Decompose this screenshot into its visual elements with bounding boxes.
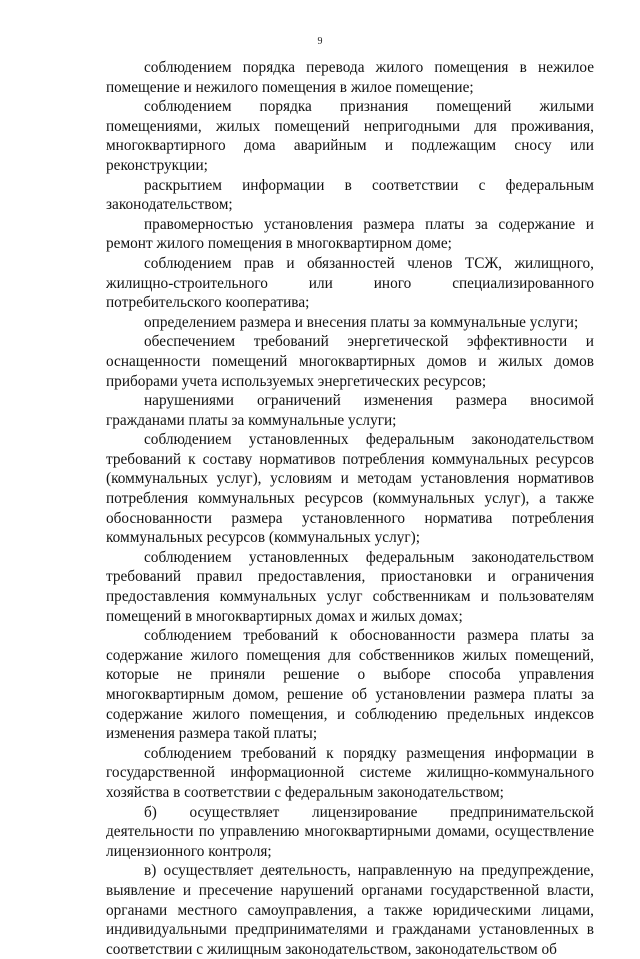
- paragraph: соблюдением требований к обоснованности размера платы за содержание жилого помещения для собственников жилых помещений, которые не приняли решение о выборе способа управления многоквартирным домом, решение об установлении размера платы за содержание жилого помещения, и соблюдению предельных индексов изменения размера такой платы;: [106, 627, 594, 743]
- paragraph: в) осуществляет деятельность, направленную на предупреждение, выявление и пресечение нарушений органами государственной власти, органами местного самоуправления, а также юридическими лицами, индивидуальными предпринимателями и гражданами установленных в соответствии с жилищным законодательством, законодательством об: [106, 862, 594, 958]
- paragraph: соблюдением прав и обязанностей членов ТСЖ, жилищного, жилищно-строительного или иного специализированного потребительского кооператива;: [106, 254, 594, 312]
- paragraph: соблюдением установленных федеральным законодательством требований к составу нормативов потребления коммунальных ресурсов (коммунальных услуг), условиям и методам установления нормативов потребления коммунальных ресурсов (коммунальных услуг), а также обоснованности размера установленного норматива потребления коммунальных ресурсов (коммунальных услуг);: [106, 431, 594, 547]
- paragraph: обеспечением требований энергетической эффективности и оснащенности помещений многоквартирных домов и жилых домов приборами учета используемых энергетических ресурсов;: [106, 333, 594, 390]
- paragraph: правомерностью установления размера платы за содержание и ремонт жилого помещения в многоквартирном доме;: [106, 215, 594, 253]
- paragraph: нарушениями ограничений изменения размера вносимой гражданами платы за коммунальные услуги;: [106, 392, 594, 429]
- document-body: [106, 58, 594, 959]
- paragraph: б) осуществляет лицензирование предпринимательской деятельности по управлению многоквартирными домами, осуществление лицензионного контроля;: [106, 803, 594, 860]
- paragraph: соблюдением требований к порядку размещения информации в государственной информационной системе жилищно-коммунального хозяйства в соответствии с федеральным законодательством;: [106, 744, 594, 801]
- paragraph: раскрытием информации в соответствии с федеральным законодательством;: [106, 176, 594, 214]
- paragraph: соблюдением установленных федеральным законодательством требований правил предоставления, приостановки и ограничения предоставления коммунальных услуг собственникам и пользователям помещений в многоквартирных домах и жилых домах;: [106, 548, 594, 625]
- page-number: 9: [317, 36, 323, 47]
- paragraph: соблюдением порядка перевода жилого помещения в нежилое помещение и нежилого помещения в жилое помещение;: [106, 59, 594, 96]
- paragraph: соблюдением порядка признания помещений жилыми помещениями, жилых помещений непригодными для проживания, многоквартирного дома аварийным и подлежащим сносу или реконструкции;: [106, 98, 594, 174]
- paragraph: определением размера и внесения платы за коммунальные услуги;: [144, 313, 579, 331]
